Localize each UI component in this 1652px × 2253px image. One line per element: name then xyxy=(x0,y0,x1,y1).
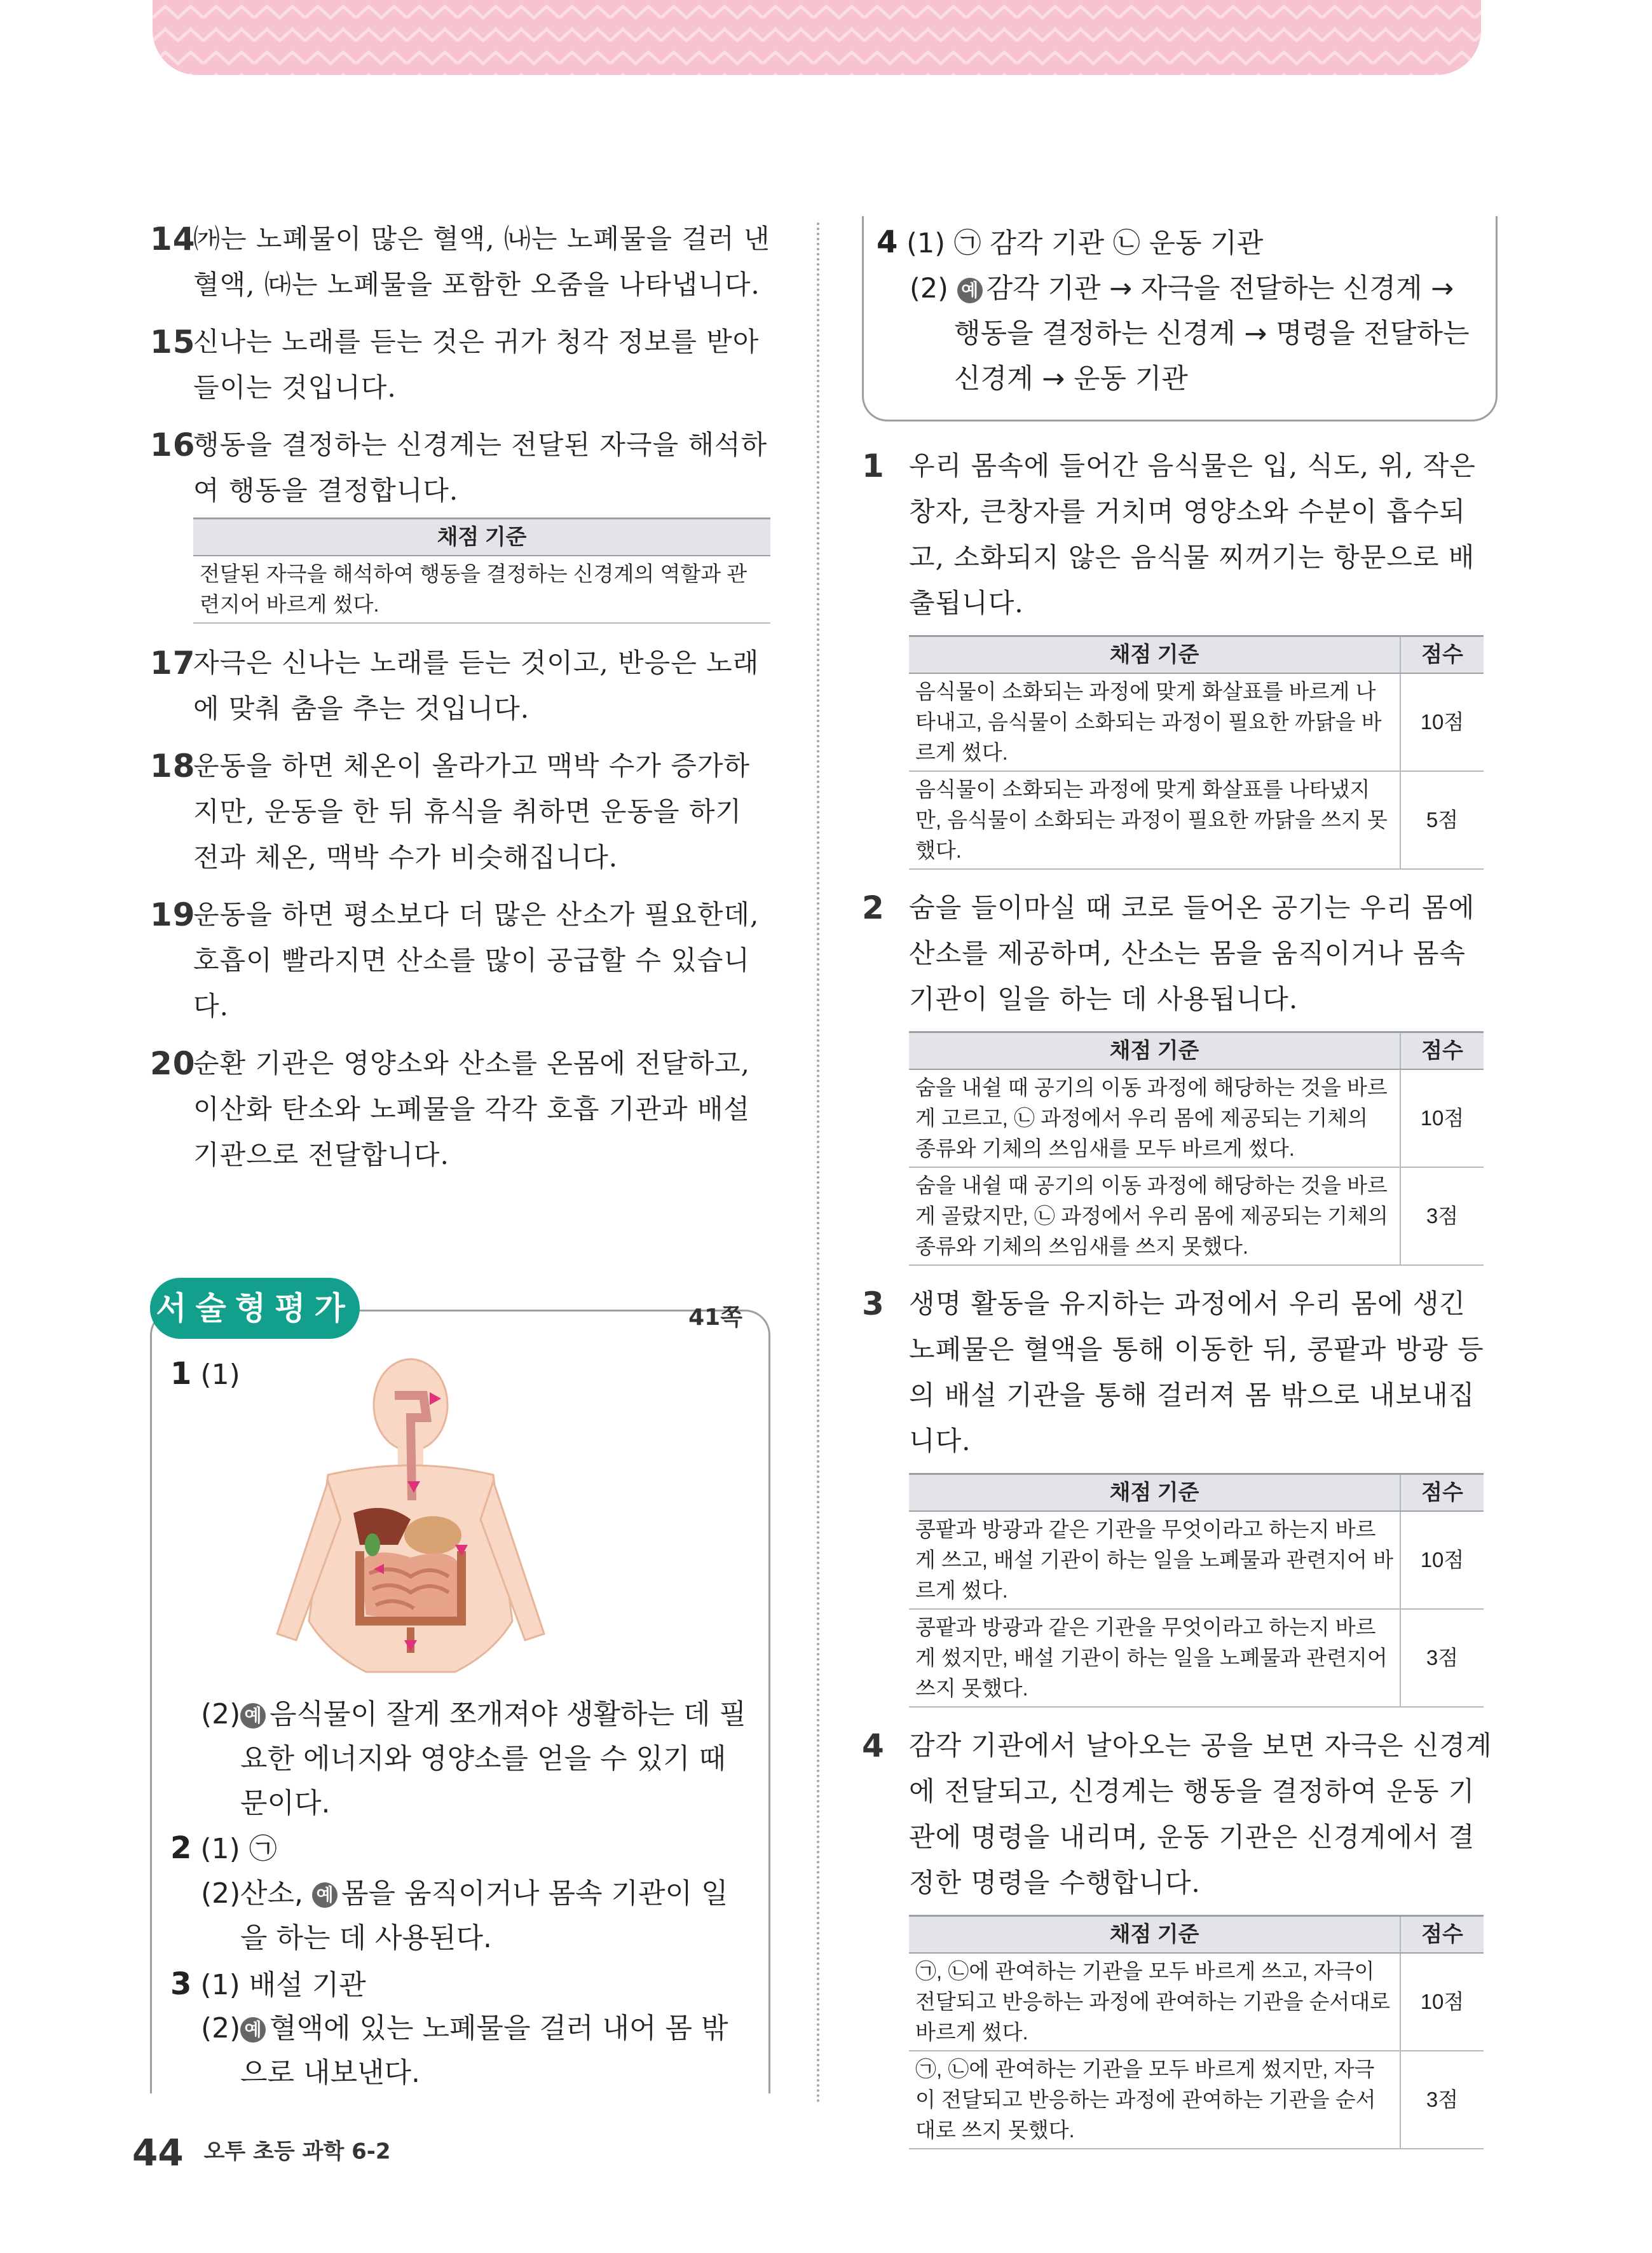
book-title: 오투 초등 과학 6-2 xyxy=(203,2139,391,2165)
table-cell: 3점 xyxy=(1400,1609,1484,1707)
question-14 xyxy=(150,216,770,308)
question-number: 18 xyxy=(150,748,196,784)
question-text: 감각 기관에서 날아오는 공을 보면 자극은 신경계에 전달되고, 신경계는 행동을 결정하여 운동 기관에 명령을 내리며, 운동 기관은 신경계에서 결정한 명령을 수행합니다. xyxy=(909,1730,1492,1898)
page-number: 44 xyxy=(132,2131,184,2174)
example-mark: 예 xyxy=(957,278,983,303)
answer-text: 혈액에 있는 노폐물을 걸러 내어 몸 밖으로 내보낸다. xyxy=(240,2012,728,2089)
answer-label: (2) xyxy=(910,273,948,305)
answer-3-part-1 xyxy=(170,1962,366,2008)
table-cell: 음식물이 소화되는 과정에 맞게 화살표를 바르게 나타내고, 음식물이 소화되는 과정이 필요한 까닭을 바르게 썼다. xyxy=(909,673,1400,771)
essay-header: 서술형평가 xyxy=(150,1278,360,1339)
table-cell: 숨을 내쉴 때 공기의 이동 과정에 해당하는 것을 바르게 고르고, ㉡ 과정에서 우리 몸에 제공되는 기체의 종류와 기체의 쓰임새를 모두 바르게 썼다. xyxy=(909,1069,1400,1167)
question-text: ㈎는 노폐물이 많은 혈액, ㈏는 노폐물을 걸러 낸 혈액, ㈐는 노폐물을 포함한 오줌을 나타냅니다. xyxy=(193,223,770,300)
right-column xyxy=(862,216,1498,2165)
question-text: 운동을 하면 체온이 올라가고 맥박 수가 증가하지만, 운동을 한 뒤 휴식을 취하면 운동을 하기 전과 체온, 맥박 수가 비슷해집니다. xyxy=(193,750,750,873)
question-number: 1 xyxy=(862,448,885,484)
table-row xyxy=(909,1609,1484,1707)
question-text: 행동을 결정하는 신경계는 전달된 자극을 해석하여 행동을 결정합니다. xyxy=(193,429,768,506)
essay-question-2 xyxy=(862,885,1498,1022)
table-header: 채점 기준 xyxy=(909,1474,1400,1512)
question-number: 15 xyxy=(150,324,196,360)
table-row xyxy=(909,1511,1484,1609)
column-divider xyxy=(817,223,819,2104)
question-number: 3 xyxy=(862,1285,885,1322)
essay-evaluation-section xyxy=(150,1278,770,2092)
scoring-table-3 xyxy=(909,1473,1484,1708)
answer-text: 신경계 → 운동 기관 xyxy=(954,363,1188,395)
table-cell: 3점 xyxy=(1400,1167,1484,1265)
question-16 xyxy=(150,422,770,514)
left-column xyxy=(150,216,770,1189)
answer-text: (1) ㉠ 감각 기관 ㉡ 운동 기관 xyxy=(906,228,1264,259)
answer-4-box xyxy=(862,216,1498,421)
answer-4-part-1 xyxy=(877,220,1483,266)
table-cell: 10점 xyxy=(1400,673,1484,771)
table-header: 채점 기준 xyxy=(909,1032,1400,1070)
answer-number: 4 xyxy=(877,224,898,260)
question-number: 20 xyxy=(150,1045,196,1082)
answer-label: (2) xyxy=(201,2012,241,2044)
answer-text: 몸을 움직이거나 몸속 기관이 일을 하는 데 사용된다. xyxy=(240,1877,728,1954)
page-footer xyxy=(132,2131,391,2174)
question-19 xyxy=(150,892,770,1029)
top-banner xyxy=(153,0,1481,75)
scoring-table-1 xyxy=(909,635,1484,870)
question-text: 운동을 하면 평소보다 더 많은 산소가 필요한데, 호흡이 빨라지면 산소를 많이 공급할 수 있습니다. xyxy=(193,899,760,1022)
answer-number: 2 xyxy=(170,1830,192,1866)
essay-question-1 xyxy=(862,443,1498,626)
question-text: 자극은 신나는 노래를 듣는 것이고, 반응은 노래에 맞춰 춤을 추는 것입니다. xyxy=(193,647,760,724)
answer-text: 행동을 결정하는 신경계 → 명령을 전달하는 xyxy=(954,318,1470,350)
essay-question-4 xyxy=(862,1723,1498,1906)
table-cell: 숨을 내쉴 때 공기의 이동 과정에 해당하는 것을 바르게 골랐지만, ㉡ 과정에서 우리 몸에 제공되는 기체의 종류와 기체의 쓰임새를 쓰지 못했다. xyxy=(909,1167,1400,1265)
digestive-system-illustration xyxy=(239,1354,595,1685)
answer-label: (2) xyxy=(201,1698,241,1730)
answer-2-part-1 xyxy=(170,1826,277,1872)
table-cell: 10점 xyxy=(1400,1511,1484,1609)
table-header: 채점 기준 xyxy=(909,1916,1400,1954)
page-reference: 41쪽 xyxy=(688,1305,742,1331)
scoring-table-16 xyxy=(193,517,770,624)
table-row xyxy=(909,1953,1484,2051)
table-cell: ㉠, ㉡에 관여하는 기관을 모두 바르게 썼지만, 자극이 전달되고 반응하는 과정에 관여하는 기관을 순서대로 쓰지 못했다. xyxy=(909,2051,1400,2149)
example-mark: 예 xyxy=(312,1882,338,1908)
question-20 xyxy=(150,1041,770,1178)
answer-3-part-2 xyxy=(201,2006,747,2095)
table-row xyxy=(909,1167,1484,1265)
answer-text: 산소, xyxy=(240,1877,303,1910)
answer-1-part-1 xyxy=(170,1352,240,1397)
answer-label: (1) xyxy=(200,1359,240,1391)
table-row xyxy=(909,1069,1484,1167)
essay-question-3 xyxy=(862,1281,1498,1464)
table-row xyxy=(909,2051,1484,2149)
question-text: 순환 기관은 영양소와 산소를 온몸에 전달하고, 이산화 탄소와 노폐물을 각각 호흡 기관과 배설 기관으로 전달합니다. xyxy=(193,1048,750,1170)
table-cell: ㉠, ㉡에 관여하는 기관을 모두 바르게 쓰고, 자극이 전달되고 반응하는 과정에 관여하는 기관을 순서대로 바르게 썼다. xyxy=(909,1953,1400,2051)
example-mark: 예 xyxy=(240,2017,266,2043)
answer-2-part-2 xyxy=(201,1872,747,1961)
table-row xyxy=(909,673,1484,771)
table-cell: 10점 xyxy=(1400,1953,1484,2051)
question-text: 숨을 들이마실 때 코로 들어온 공기는 우리 몸에 산소를 제공하며, 산소는 몸을 움직이거나 몸속 기관이 일을 하는 데 사용됩니다. xyxy=(909,892,1475,1015)
table-cell: 10점 xyxy=(1400,1069,1484,1167)
answer-label: (1) ㉠ xyxy=(200,1833,277,1865)
answer-text: 감각 기관 → 자극을 전달하는 신경계 → xyxy=(986,273,1454,305)
question-text: 생명 활동을 유지하는 과정에서 우리 몸에 생긴 노폐물은 혈액을 통해 이동한 뒤, 콩팥과 방광 등의 배설 기관을 통해 걸러져 몸 밖으로 내보내집니다. xyxy=(909,1288,1484,1456)
table-cell: 콩팥과 방광과 같은 기관을 무엇이라고 하는지 바르게 쓰고, 배설 기관이 하는 일을 노폐물과 관련지어 바르게 썼다. xyxy=(909,1511,1400,1609)
table-cell: 전달된 자극을 해석하여 행동을 결정하는 신경계의 역할과 관련지어 바르게 썼다. xyxy=(193,556,770,623)
table-header: 점수 xyxy=(1400,636,1484,674)
zigzag-pattern xyxy=(153,0,1481,75)
table-cell: 3점 xyxy=(1400,2051,1484,2149)
table-header: 점수 xyxy=(1400,1474,1484,1512)
example-mark: 예 xyxy=(240,1703,266,1729)
question-15 xyxy=(150,319,770,411)
table-row xyxy=(909,771,1484,869)
question-number: 16 xyxy=(150,427,196,463)
table-header: 점수 xyxy=(1400,1032,1484,1070)
table-header: 채점 기준 xyxy=(909,636,1400,674)
table-cell: 음식물이 소화되는 과정에 맞게 화살표를 나타냈지만, 음식물이 소화되는 과정이 필요한 까닭을 쓰지 못했다. xyxy=(909,771,1400,869)
question-number: 19 xyxy=(150,896,196,933)
scoring-table-4 xyxy=(909,1915,1484,2149)
table-header: 점수 xyxy=(1400,1916,1484,1954)
question-number: 4 xyxy=(862,1727,885,1764)
answer-4-part-2 xyxy=(877,266,1483,312)
scoring-table-2 xyxy=(909,1031,1484,1266)
question-number: 14 xyxy=(150,221,196,257)
answer-label: (2) xyxy=(201,1877,241,1910)
question-text: 신나는 노래를 듣는 것은 귀가 청각 정보를 받아들이는 것입니다. xyxy=(193,326,760,403)
question-17 xyxy=(150,640,770,732)
table-cell: 콩팥과 방광과 같은 기관을 무엇이라고 하는지 바르게 썼지만, 배설 기관이 하는 일을 노폐물과 관련지어 쓰지 못했다. xyxy=(909,1609,1400,1707)
question-number: 2 xyxy=(862,889,885,926)
question-number: 17 xyxy=(150,645,196,681)
answer-label: (1) 배설 기관 xyxy=(200,1969,366,2001)
question-18 xyxy=(150,743,770,880)
table-header: 채점 기준 xyxy=(193,519,770,556)
answer-number: 1 xyxy=(170,1356,192,1392)
table-cell: 5점 xyxy=(1400,771,1484,869)
question-text: 우리 몸속에 들어간 음식물은 입, 식도, 위, 작은창자, 큰창자를 거치며 영양소와 수분이 흡수되고, 소화되지 않은 음식물 찌꺼기는 항문으로 배출됩니다. xyxy=(909,450,1476,619)
answer-1-part-2 xyxy=(201,1692,747,1826)
answer-number: 3 xyxy=(170,1966,192,2002)
answer-text: 음식물이 잘게 쪼개져야 생활하는 데 필요한 에너지와 영양소를 얻을 수 있기 때문이다. xyxy=(240,1698,746,1819)
